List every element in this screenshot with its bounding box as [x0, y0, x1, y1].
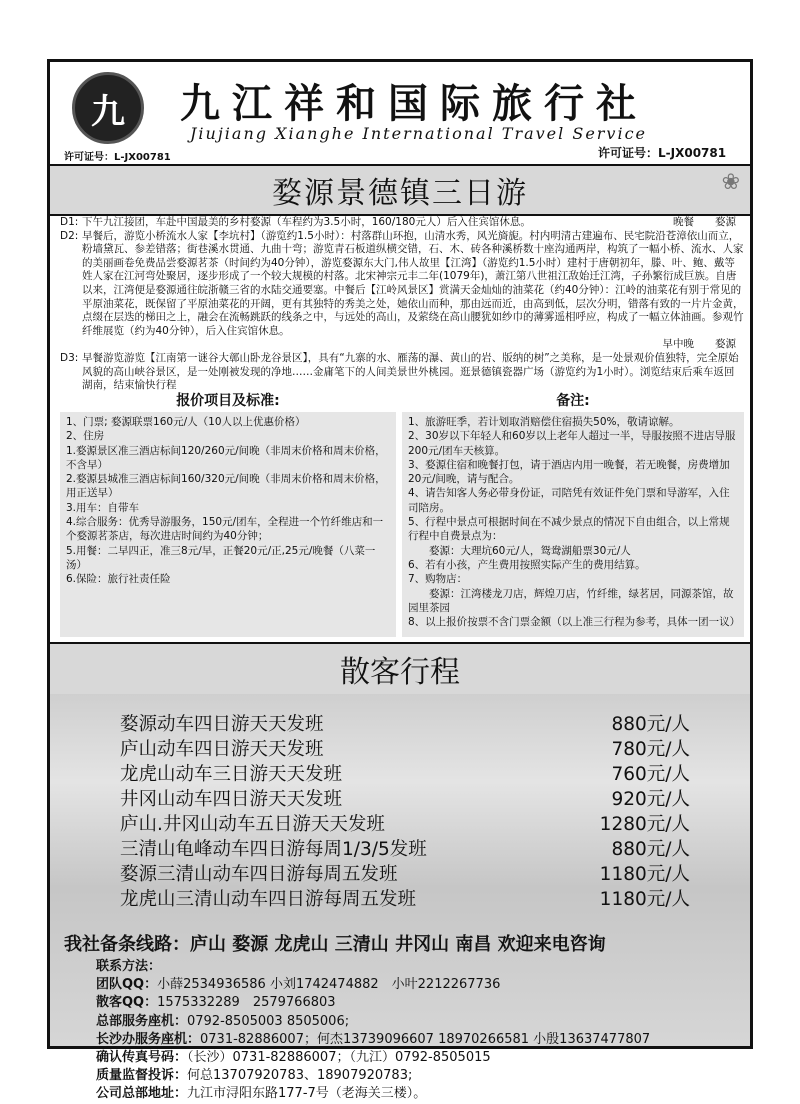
notes-section [402, 390, 744, 640]
tour-name: 庐山动车四日游天天发班 [120, 739, 324, 760]
contact-info [96, 958, 650, 1104]
itinerary [60, 216, 744, 393]
notes-heading: 备注: [556, 393, 590, 409]
tour-price: 1180元/人 [599, 864, 690, 885]
contact-label: 散客QQ： [96, 995, 158, 1011]
tour-row [120, 712, 690, 737]
tour-row [120, 887, 690, 912]
contact-row [96, 1085, 650, 1103]
tour-price: 1180元/人 [599, 889, 690, 910]
flower-icon: ❀ [721, 170, 740, 195]
tour-name: 婺源动车四日游天天发班 [120, 714, 324, 735]
list-item: 2.婺源县城准三酒店标间160/320元/间晚（非周末价格和周末价格，用正送早） [66, 473, 386, 500]
list-item: 3.用车：自带车 [66, 501, 140, 514]
day-label: D2: [60, 229, 79, 242]
tour-name: 三清山龟峰动车四日游每周1/3/5发班 [120, 839, 427, 860]
tour-row [120, 837, 690, 862]
price-list [60, 412, 396, 637]
contact-value: 小薛2534936586 小刘1742474882 小叶2212267736 [157, 977, 501, 993]
tour-name: 龙虎山三清山动车四日游每周五发班 [120, 889, 417, 910]
itinerary-day-1 [60, 216, 744, 230]
day-text: 早餐后，游览小桥流水人家【李坑村】（游览约1.5小时）：村落群山环抱，山清水秀，风光旖旎。村内明清古建遍布、民宅院沿苍漳依山而立，粉墙黛瓦、参差错落；街巷溪水贯通、九曲十弯；游览青石板道纵横交错，石、木、砖各种溪桥数十座沟通两岸，构筑了一幅小桥、流水、人家的美丽画卷免费品尝婺源茗茶（时间约为40分钟），游览婺源东大门,伟人故里【江湾】（游览约1.5小时）建村于唐朝初年，滕、叶、鲍、戴等姓人家在江河弯处聚居，逐步形成了一个较大规模的村落。北宋神宗元丰二年(1079年)，萧江第八世祖江敌始迁江湾，子孙繁衍成巨族。自唐以来，江湾便是婺源通往皖浙赣三省的水陆交通要塞。中餐后【江岭风景区】赏满天金灿灿的油菜花（约40分钟）：江岭的油菜花有别于常见的平原油菜花，既保留了平原油菜花的开阔，更有其独特的秀美之处，她依山而种，那由远而近，由高到低，层次分明，错落有致的一片片金黄，点缀在层迭的梯田之上，融会在流畅跳跃的线条之中，与远处的高山，及萦绕在高山腰犹如纱巾的薄雾遥相呼应，构成了一幅立体油画。参观竹纤维展览（约为40分钟），后入住宾馆休息。 [82, 229, 744, 337]
contact-label: 确认传真号码： [96, 1050, 188, 1066]
list-item: 1、旅游旺季，若计划取消赔偿住宿损失50%，敬请谅解。 [408, 416, 680, 428]
contact-row [96, 1049, 650, 1067]
route-banner: 我社备条线路：庐山 婺源 龙虎山 三清山 井冈山 南昌 欢迎来电咨询 [64, 934, 606, 955]
contact-label: 长沙办服务座机： [96, 1031, 201, 1047]
license-right: 许可证号：L-JX00781 [598, 146, 727, 160]
contact-row [96, 994, 650, 1012]
tour-price: 920元/人 [611, 789, 690, 810]
contact-label: 总部服务座机： [96, 1013, 188, 1029]
tour-name: 婺源三清山动车四日游每周五发班 [120, 864, 398, 885]
contact-value: 九江市浔阳东路177-7号（老海关三楼）。 [187, 1086, 427, 1102]
list-item: 7、购物店： [408, 573, 468, 586]
tour-name: 龙虎山动车三日游天天发班 [120, 764, 343, 785]
contact-label: 团队QQ： [96, 977, 158, 993]
notes-list [402, 412, 744, 637]
list-item: 6、若有小孩，产生费用按照实际产生的费用结算。 [408, 558, 646, 571]
day-text: 下午九江接团，车赴中国最美的乡村婺源（车程约为3.5小时，160/180元人）后入住宾馆休息。 [82, 216, 531, 228]
contact-label: 质量监督投诉： [96, 1068, 188, 1084]
list-item: 5、行程中景点可根据时间在不减少景点的情况下自由组合，以上常规行程中自费景点为： [408, 516, 730, 543]
header [50, 62, 750, 164]
company-logo: 九 [72, 72, 144, 144]
list-item: 4、请告知客人务必带身份证，司陪凭有效证件免门票和导游军，入住司陪房。 [408, 487, 730, 514]
contact-row [96, 1067, 650, 1085]
day-meal: 晚餐 婺源 [673, 216, 736, 228]
company-name-en: Jiujiang Xianghe International Travel Service [190, 124, 648, 143]
tour-row [120, 862, 690, 887]
license-left: 许可证号：L-JX00781 [64, 152, 171, 163]
list-item: 婺源：江湾楼龙刀店，辉煌刀店，竹纤维，绿茗居，同源茶馆，故园里茶园 [408, 587, 734, 614]
list-item: 5.用餐：二早四正，准三8元/早，正餐20元/正,25元/晚餐（八菜一汤） [66, 544, 376, 571]
list-item: 4.综合服务：优秀导游服务，150元/团车，全程进一个竹纤维店和一个婺源茗茶店，每次进店时间约为40分钟； [66, 516, 384, 543]
contact-value: （长沙）0731-82886007；（九江）0792-8505015 [187, 1050, 491, 1066]
list-item: 2、30岁以下年轻人和60岁以上老年人超过一半，导服按照不进店导服200元/团车天核算。 [408, 430, 736, 457]
itinerary-day-3 [60, 352, 744, 393]
list-item: 6.保险：旅行社责任险 [66, 573, 171, 586]
contact-row [96, 1013, 650, 1031]
tour-list [120, 712, 690, 912]
day-text: 早餐游览游览【江南第一谜谷大鄣山卧龙谷景区】，具有“九寨的水、雁荡的瀑、黄山的岩、版纳的树”之美称，是一处景观价值独特，完全原始风貌的高山峡谷景区，是一处刚被发现的净地……金庸笔下的人间美景世外桃园。逛景德镇瓷器广场（游览约为1小时）。浏览结束后乘车返回湖南，结束愉快行程 [82, 351, 739, 392]
contact-label: 公司总部地址： [96, 1086, 188, 1102]
scatter-title: 散客行程 [50, 642, 750, 696]
list-item: 1.婺源景区准三酒店标间120/260元/间晚（非周末价格和周末价格，不含早） [66, 444, 386, 471]
day-label: D3: [60, 351, 79, 364]
contact-heading: 联系方法： [96, 959, 162, 974]
tour-price: 880元/人 [611, 714, 690, 735]
list-item: 3、婺源住宿和晚餐打包，请于酒店内用一晚餐，若无晚餐，房费增加20元/间晚，请与配合。 [408, 458, 730, 486]
itinerary-day-2-meal [60, 338, 744, 352]
page-title: 婺源景德镇三日游 [50, 164, 750, 216]
price-heading: 报价项目及标准: [176, 393, 280, 409]
rapeseed-field-photo [50, 694, 750, 1102]
list-item: 婺源：大理坑60元/人，鸳鸯湖船票30元/人 [408, 544, 631, 557]
tour-row [120, 762, 690, 787]
tour-name: 庐山.井冈山动车五日游天天发班 [120, 814, 385, 835]
tour-price: 780元/人 [611, 739, 690, 760]
list-item: 2、住房 [66, 430, 105, 443]
tour-row [120, 812, 690, 837]
list-item: 8、以上报价按票不含门票金额（以上准三行程为参考，具体一团一议） [408, 616, 741, 629]
contact-row [96, 1031, 650, 1049]
price-section [60, 390, 396, 640]
flyer-frame [47, 59, 753, 1102]
contact-value: 何总13707920783、18907920783; [187, 1068, 413, 1084]
company-name-cn: 九江祥和国际旅行社 [180, 80, 648, 127]
tour-row [120, 737, 690, 762]
day-label: D1: [60, 216, 79, 228]
contact-value: 0792-8505003 8505006; [187, 1013, 350, 1029]
contact-value: 0731-82886007；何杰13739096607 18970266581 小殷13637477807 [200, 1031, 651, 1047]
contact-row [96, 976, 650, 994]
tour-name: 井冈山动车四日游天天发班 [120, 789, 343, 810]
tour-price: 880元/人 [611, 839, 690, 860]
tour-price: 1280元/人 [599, 814, 690, 835]
list-item: 1、门票; 婺源联票160元/人（10人以上优惠价格） [66, 416, 306, 428]
day-meal: 早中晚 婺源 [662, 338, 736, 351]
itinerary-day-2 [60, 230, 744, 339]
contact-value: 1575332289 2579766803 [157, 995, 336, 1011]
tour-row [120, 787, 690, 812]
tour-price: 760元/人 [611, 764, 690, 785]
